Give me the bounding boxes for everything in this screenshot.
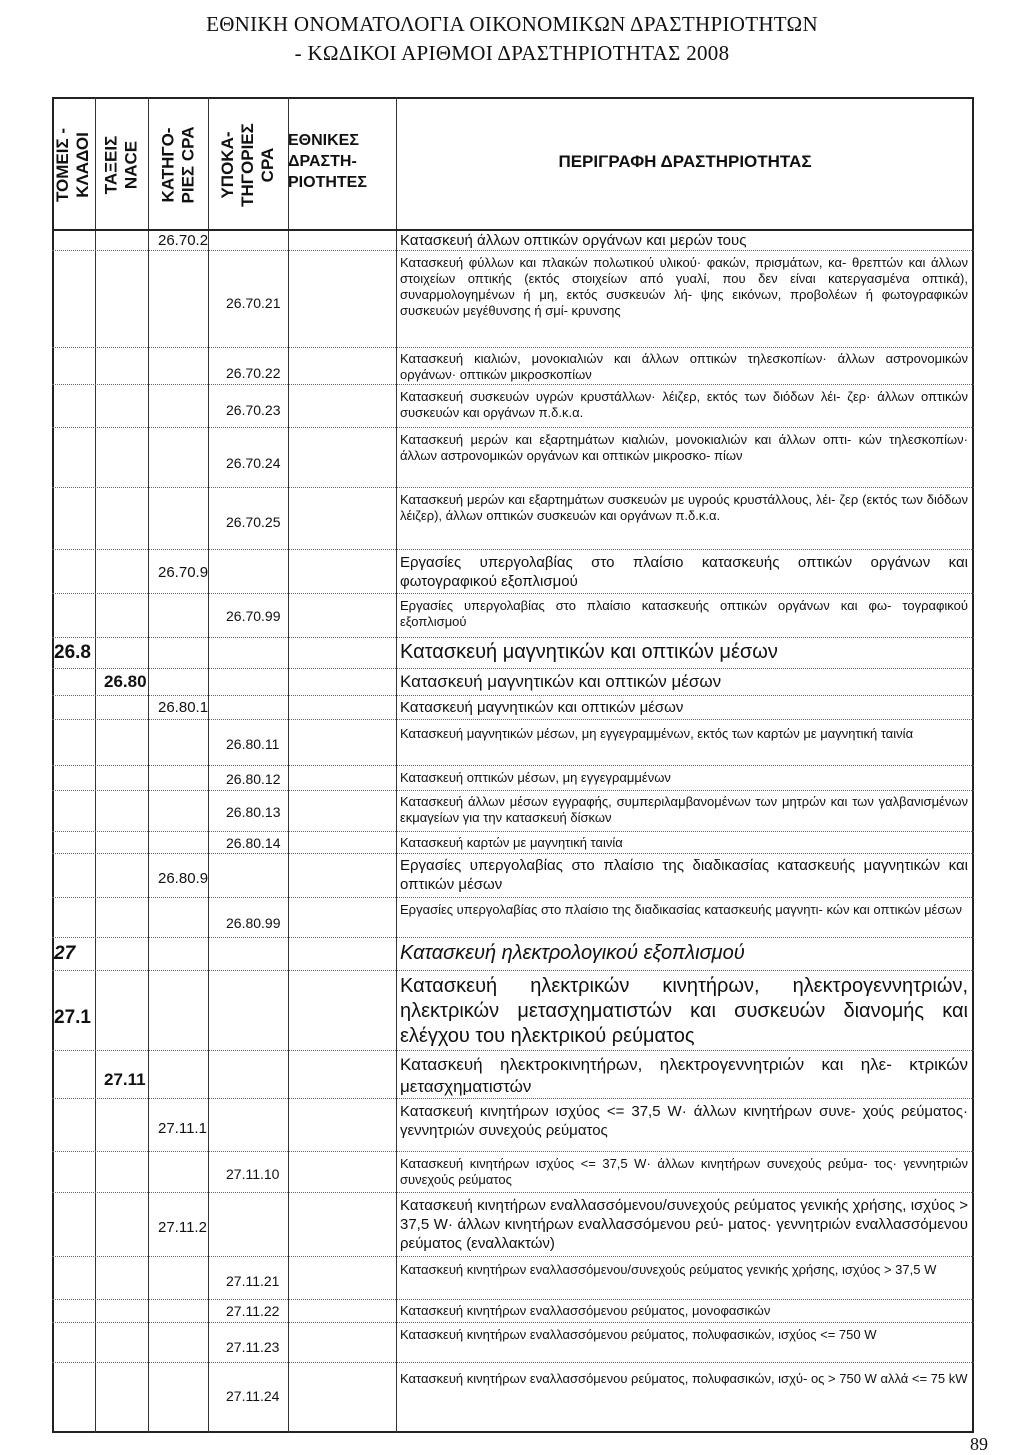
table-row: [52, 594, 974, 638]
column-header-cpa-categories: ΚΑΤΗΓΟ- ΡΙΕΣ CPA: [158, 126, 197, 204]
nace-class-code: 26.80: [104, 672, 147, 691]
activity-description: Κατασκευή κινητήρων ισχύος <= 37,5 W· άλλων κινητήρων συνεχούς ρεύμα- τος· γεννητριών συνεχούς ρεύματος: [400, 1156, 968, 1187]
table-row: [52, 971, 974, 1051]
national-activity-code: 26.70.23: [226, 402, 281, 418]
table-row: [52, 1152, 974, 1193]
national-activity-code: 26.70.21: [226, 295, 281, 311]
table-row: [52, 1193, 974, 1257]
national-activity-code: 26.80.11: [226, 736, 280, 752]
table-row: [52, 720, 974, 766]
national-activity-code: 27.11.10: [226, 1166, 280, 1182]
document-title: ΕΘΝΙΚΗ ΟΝΟΜΑΤΟΛΟΓΙΑ ΟΙΚΟΝΟΜΙΚΩΝ ΔΡΑΣΤΗΡΙΟΤΗΤΩΝ: [206, 12, 818, 36]
table-row: [52, 1099, 974, 1152]
activity-description: Κατασκευή μαγνητικών μέσων, μη εγγεγραμμένων, εκτός των καρτών με μαγνητική ταινία: [400, 726, 914, 741]
table-row: [52, 428, 974, 488]
section-code: 27.1: [54, 1007, 91, 1028]
activity-description: Κατασκευή καρτών με μαγνητική ταινία: [400, 835, 623, 850]
activity-description: Κατασκευή κινητήρων εναλλασσόμενου ρεύματος, πολυφασικών, ισχύος <= 750 W: [400, 1327, 877, 1342]
national-activity-code: 27.11.24: [226, 1388, 280, 1404]
table-row: [52, 550, 974, 594]
section-code: 27: [54, 943, 76, 964]
section-code: 26.8: [54, 642, 91, 663]
activity-description: Κατασκευή μαγνητικών και οπτικών μέσων: [400, 641, 778, 663]
nace-class-code: 27.11: [104, 1070, 146, 1089]
table-row: [52, 854, 974, 898]
national-activity-code: 26.70.24: [226, 455, 281, 471]
national-activity-code: 26.70.22: [226, 365, 281, 381]
table-row: [52, 832, 974, 854]
column-header-national-activities: ΕΘΝΙΚΕΣ ΔΡΑΣΤΗ- ΡΙΟΤΗΤΕΣ: [288, 132, 367, 191]
activity-description: Κατασκευή ηλεκτρικών κινητήρων, ηλεκτρογεννητριών, ηλεκτρικών μετασχηματιστών και συσκευών διανομής και ελέγχου του ηλεκτρικού ρεύματος: [400, 975, 968, 1047]
table-row: [52, 1257, 974, 1300]
table-row: [52, 1323, 974, 1363]
table-row: [52, 898, 974, 938]
activity-description: Κατασκευή κινητήρων εναλλασσόμενου ρεύματος, μονοφασικών: [400, 1303, 771, 1318]
cpa-category-code: 26.80.9: [158, 870, 209, 887]
national-activity-code: 27.11.23: [226, 1339, 280, 1355]
column-header-description: ΠΕΡΙΓΡΑΦΗ ΔΡΑΣΤΗΡΙΟΤΗΤΑΣ: [558, 152, 812, 171]
national-activity-code: 26.80.99: [226, 915, 281, 931]
national-activity-code: 26.80.12: [226, 771, 281, 787]
activity-description: Κατασκευή μαγνητικών και οπτικών μέσων: [400, 699, 684, 716]
activity-description: Εργασίες υπεργολαβίας στο πλαίσιο της διαδικασίας κατασκευής μαγνητικών και οπτικών μέσων: [400, 857, 968, 893]
table-row: [52, 488, 974, 550]
activity-description: Κατασκευή ηλεκτροκινητήρων, ηλεκτρογεννητριών και ηλε- κτρικών μετασχηματιστών: [400, 1055, 968, 1096]
cpa-category-code: 26.70.2: [158, 232, 209, 249]
table-row: [52, 230, 974, 251]
table-row: [52, 696, 974, 720]
activity-description: Κατασκευή κινητήρων εναλλασσόμενου/συνεχούς ρεύματος γενικής χρήσης, ισχύος > 37,5 W· άλλων κινητήρων εναλλασσόμενου ρεύ- ματος· γεννητριών εναλλασσόμενου ρεύματος (εναλλακτών): [400, 1197, 968, 1252]
table-row: [52, 1051, 974, 1099]
activity-description: Εργασίες υπεργολαβίας στο πλαίσιο κατασκευής οπτικών οργάνων και φωτογραφικού εξοπλισμού: [400, 554, 968, 590]
activity-description: Κατασκευή φύλλων και πλακών πολωτικού υλικού· φακών, πρισμάτων, κα- θρεπτών και άλλων στοιχείων οπτικής (εκτός στοιχείων από γυαλί, που δεν είναι κατεργασμένα οπτικά), συναρμολογημένων ή μη, εκτός συσκευών λή- ψης εικόνων, προβολέων ή φωτογραφικών συσκευών μεγέθυνσης ή σμί- κρυνσης: [400, 255, 968, 318]
activity-description: Κατασκευή κιαλιών, μονοκιαλιών και άλλων οπτικών τηλεσκοπίων· άλλων αστρονομικών οργάνων· οπτικών μικροσκοπίων: [400, 351, 968, 382]
activity-description: Εργασίες υπεργολαβίας στο πλαίσιο κατασκευής οπτικών οργάνων και φω- τογραφικού εξοπλισμού: [400, 598, 968, 629]
activity-description: Κατασκευή μερών και εξαρτημάτων κιαλιών, μονοκιαλιών και άλλων οπτι- κών τηλεσκοπίων· άλλων αστρονομικών οργάνων και οπτικών μικροσκο- πίων: [400, 432, 968, 463]
national-activity-code: 26.80.13: [226, 804, 281, 820]
activity-description: Κατασκευή άλλων μέσων εγγραφής, συμπεριλαμβανομένων των μητρών και των γαλβανισμένων εκμαγείων για την κατασκευή δίσκων: [400, 794, 968, 825]
column-header-cpa-subcategories: ΥΠΟΚΑ- ΤΗΓΟΡΙΕΣ CPA: [218, 123, 277, 207]
document-subtitle: - ΚΩΔΙΚΟΙ ΑΡΙΘΜΟΙ ΔΡΑΣΤΗΡΙΟΤΗΤΑΣ 2008: [294, 41, 730, 65]
activity-description: Κατασκευή μαγνητικών και οπτικών μέσων: [400, 672, 722, 691]
table-row: [52, 385, 974, 428]
table-row: [52, 938, 974, 971]
table-row: [52, 791, 974, 832]
cpa-category-code: 27.11.1: [158, 1120, 207, 1137]
activity-description: Κατασκευή κινητήρων ισχύος <= 37,5 W· άλλων κινητήρων συνε- χούς ρεύματος· γεννητριών συνεχούς ρεύματος: [400, 1103, 968, 1139]
table-row: [52, 638, 974, 669]
cpa-category-code: 26.80.1: [158, 699, 209, 716]
column-header-nace-classes: ΤΑΞΕΙΣ NACE: [101, 135, 141, 195]
table-row: [52, 251, 974, 348]
page-number: 89: [970, 1434, 988, 1454]
cpa-category-code: 27.11.2: [158, 1219, 207, 1236]
activity-description: Εργασίες υπεργολαβίας στο πλαίσιο της διαδικασίας κατασκευής μαγνητι- κών και οπτικών μέσων: [400, 902, 963, 917]
activity-description: Κατασκευή οπτικών μέσων, μη εγγεγραμμένων: [400, 770, 671, 785]
table-row: [52, 1363, 974, 1431]
national-activity-code: 27.11.22: [226, 1303, 280, 1319]
activity-description: Κατασκευή μερών και εξαρτημάτων συσκευών με υγρούς κρυστάλλους, λέι- ζερ (εκτός των διόδων λέιζερ), άλλων οπτικών συσκευών και οργάνων π.δ.κ.α.: [400, 492, 968, 523]
table-row: [52, 669, 974, 696]
table-row: [52, 1300, 974, 1323]
cpa-category-code: 26.70.9: [158, 564, 209, 581]
national-activity-code: 26.80.14: [226, 835, 281, 851]
column-header-sections: ΤΟΜΕΙΣ - ΚΛΑΔΟΙ: [53, 127, 93, 203]
activity-description: Κατασκευή ηλεκτρολογικού εξοπλισμού: [400, 942, 745, 964]
table-row: [52, 766, 974, 791]
activity-description: Κατασκευή άλλων οπτικών οργάνων και μερών τους: [400, 232, 747, 249]
activity-description: Κατασκευή κινητήρων εναλλασσόμενου ρεύματος, πολυφασικών, ισχύ- ος > 750 W αλλά <= 75 kW: [400, 1371, 968, 1386]
national-activity-code: 26.70.99: [226, 608, 281, 624]
national-activity-code: 26.70.25: [226, 514, 281, 530]
activity-description: Κατασκευή συσκευών υγρών κρυστάλλων· λέιζερ, εκτός των διόδων λέι- ζερ· άλλων οπτικών συσκευών και οργάνων π.δ.κ.α.: [400, 389, 968, 420]
activity-description: Κατασκευή κινητήρων εναλλασσόμενου/συνεχούς ρεύματος γενικής χρήσης, ισχύος > 37,5 W: [400, 1262, 937, 1277]
national-activity-code: 27.11.21: [226, 1273, 280, 1289]
table-row: [52, 348, 974, 385]
